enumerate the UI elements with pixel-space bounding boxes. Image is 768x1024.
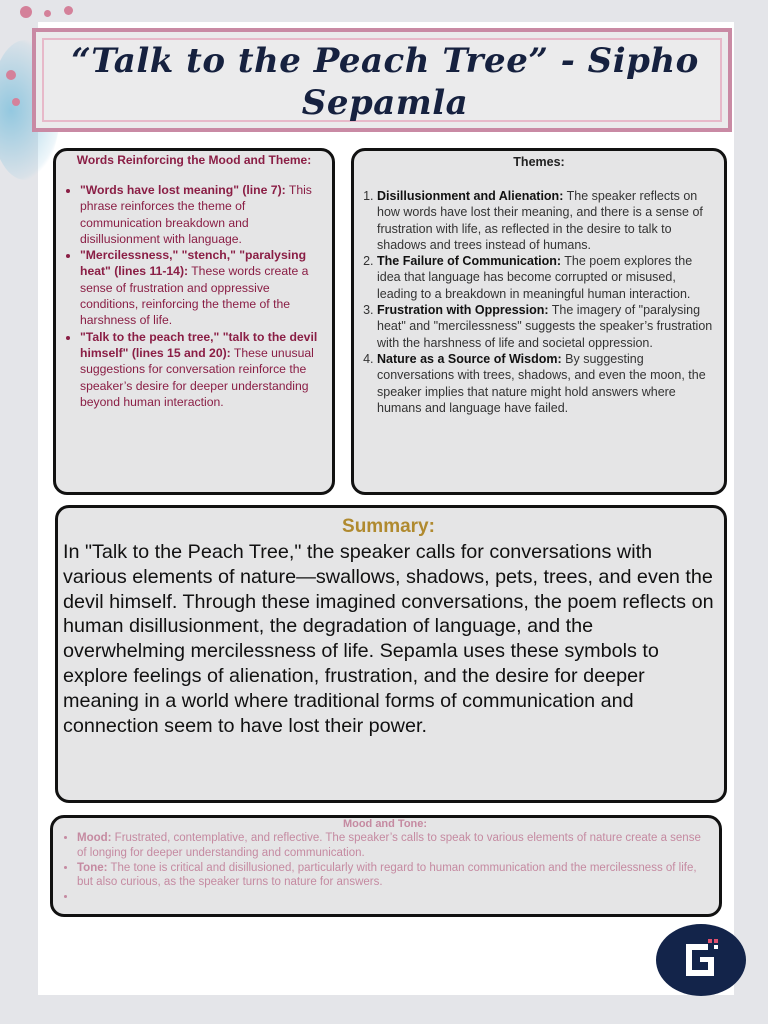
item-text: The imagery of "paralysing heat" and "mercilessness" suggests the speaker’s frustration with the harshness of life and societal oppression. bbox=[377, 303, 713, 350]
words-box-heading: Words Reinforcing the Mood and Theme: bbox=[76, 153, 312, 167]
summary-box bbox=[55, 505, 727, 803]
item-text: These unusual suggestions for conversation reinforce the speaker’s desire for deeper understanding beyond human interaction. bbox=[80, 345, 314, 409]
item-text: The speaker reflects on how words have lost their meaning, and there is a sense of frustration with life, as reflected in the desire to talk to shadows and trees instead of humans. bbox=[377, 189, 703, 252]
item-text: Frustrated, contemplative, and reflective. The speaker’s calls to speak to various elements of nature create a sense of longing for deeper understanding and communication. bbox=[77, 832, 701, 859]
g-square-logo-icon[interactable] bbox=[656, 924, 746, 996]
item-label: Mood: bbox=[77, 832, 112, 844]
item-label: Nature as a Source of Wisdom: bbox=[377, 351, 562, 366]
decor-dot bbox=[20, 6, 32, 18]
list-item bbox=[377, 188, 716, 253]
words-list bbox=[64, 182, 324, 410]
themes-list bbox=[362, 188, 716, 416]
decor-dot bbox=[44, 10, 51, 17]
decor-dot bbox=[12, 98, 20, 106]
list-item bbox=[377, 302, 716, 351]
summary-heading: Summary: bbox=[342, 516, 435, 537]
item-label: The Failure of Communication: bbox=[377, 254, 562, 269]
item-text: By suggesting conversations with trees, shadows, and even the moon, the speaker implies that nature might hold answers where humans and language have failed. bbox=[377, 351, 706, 415]
item-label: Tone: bbox=[77, 861, 108, 874]
list-item bbox=[77, 890, 711, 905]
words-reinforcing-box bbox=[53, 148, 335, 495]
list-item bbox=[77, 831, 711, 861]
list-item bbox=[80, 247, 324, 328]
list-item bbox=[77, 861, 711, 891]
item-label: Disillusionment and Alienation: bbox=[377, 189, 564, 203]
themes-box bbox=[351, 148, 727, 495]
item-label: "Mercilessness," "stench," "paralysing heat" (lines 11-14): bbox=[80, 248, 307, 279]
decor-dot bbox=[64, 6, 73, 15]
mood-tone-box bbox=[50, 815, 722, 917]
logo-mark-icon bbox=[656, 924, 746, 996]
page-title: “Talk to the Peach Tree” - Sipho Sepamla bbox=[71, 41, 699, 123]
mood-box-heading: Mood and Tone: bbox=[342, 818, 428, 830]
themes-box-heading: Themes: bbox=[513, 155, 565, 169]
item-text: This phrase reinforces the theme of communication breakdown and disillusionment with language. bbox=[80, 183, 312, 246]
mood-list bbox=[59, 831, 711, 905]
item-text: The poem explores the idea that language has become corrupted or misused, leading to a breakdown in meaningful human interaction. bbox=[377, 254, 693, 301]
item-label: "Words have lost meaning" (line 7): bbox=[80, 183, 286, 197]
summary-body: In "Talk to the Peach Tree," the speaker calls for conversations with various elements of nature—swallows, shadows, pets, trees, and even the devil himself. Through these imagined conversations, the poem reflects on human disillusionment, the degradation of language, and the overwhelming mercilessness of life. Sepamla uses these symbols to explore feelings of alienation, frustration, and the desire for deeper meaning in a world where traditional forms of communication and connection seem to have lost their power. bbox=[63, 541, 714, 737]
item-text: The tone is critical and disillusioned, particularly with regard to human communication and the mercilessness of life, but also curious, as the speaker turns to nature for answers. bbox=[77, 861, 697, 889]
item-label: "Talk to the peach tree," "talk to the devil himself" (lines 15 and 20): bbox=[80, 329, 318, 360]
list-item bbox=[377, 351, 716, 416]
item-text: These words create a sense of frustration and oppressive conditions, reinforcing the theme of the harshness of life. bbox=[80, 264, 309, 328]
list-item bbox=[377, 253, 716, 302]
list-item bbox=[80, 329, 324, 410]
list-item bbox=[80, 182, 324, 247]
decor-dot bbox=[6, 70, 16, 80]
item-label: Frustration with Oppression: bbox=[377, 303, 549, 318]
